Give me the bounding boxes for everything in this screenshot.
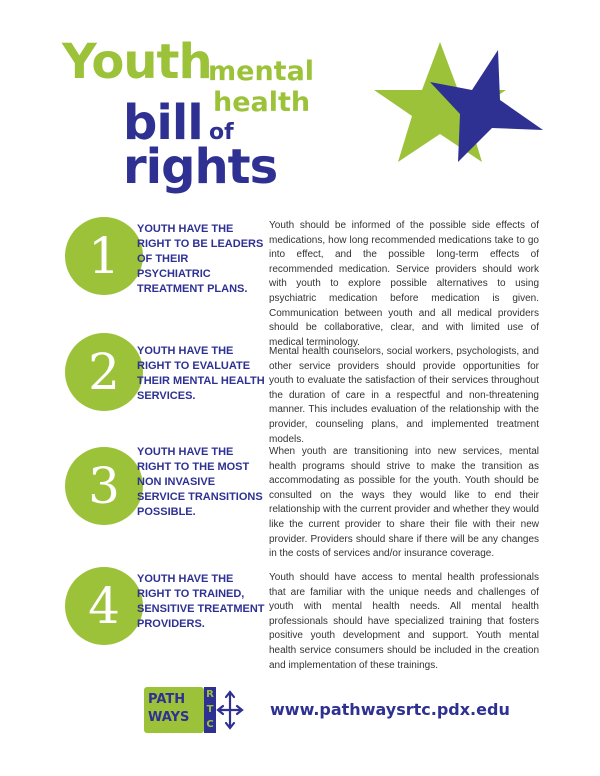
title-bill: bill	[123, 95, 203, 151]
title-of: of	[209, 120, 234, 145]
right-body-1: Youth should be informed of the possible side effects of medications, how long recommended medications take to go into effect, and the possible long-term effects of recommended medication. Service providers should work with youth to explore possible alternatives to using psychiatric medication before medication is given. Communication between youth and all medical providers should be collaborative, clear, and with limited use of medical terminology.	[269, 220, 539, 348]
right-body-3: When youth are transitioning into new services, mental health programs should strive to make the transition as accommodating as possible for the youth. Youth should be consulted on the ways they would like to end their relationship with the current provider and whether they would like the current provider to share their file with their new provider. Providers should share if there will be any changes in the costs of services and/or insurance coverage.	[269, 446, 539, 560]
number-3: 3	[88, 457, 120, 515]
pathways-logo	[144, 687, 204, 733]
logo-path-text: PATH	[148, 692, 186, 707]
number-2: 2	[88, 343, 120, 401]
title-rights: rights	[123, 139, 278, 195]
number-4: 4	[88, 577, 120, 635]
right-heading-2: YOUTH HAVE THE RIGHT TO EVALUATE THEIR MENTAL HEALTH SERVICES.	[137, 345, 265, 402]
number-1: 1	[88, 227, 120, 285]
logo-ways-text: WAYS	[148, 710, 190, 725]
title-youth: Youth	[62, 34, 212, 90]
right-body-2: Mental health counselors, social workers, psychologists, and other service providers should provide opportunities for youth to evaluate the satisfaction of their services throughout the duration of care in a respectful and non-threatening manner. This includes evaluation of the relationship with the provider, counseling plans, and implemented treatment models.	[269, 346, 539, 445]
logo-r: R	[206, 689, 214, 700]
logo-rtc-strip	[204, 687, 216, 733]
logo-t: T	[206, 704, 214, 715]
right-heading-3: YOUTH HAVE THE RIGHT TO THE MOST NON INVASIVE SERVICE TRANSITIONS POSSIBLE.	[137, 446, 263, 518]
website-link[interactable]: www.pathwaysrtc.pdx.edu	[270, 700, 510, 719]
stars-graphic	[368, 20, 548, 170]
logo-c: C	[206, 719, 214, 730]
title-health: health	[213, 87, 311, 118]
title-mental: mental	[208, 56, 315, 87]
right-body-4: Youth should have access to mental health professionals that are familiar with the unique needs and challenges of youth with mental health needs. All mental health professionals should have specialized training that fosters positive youth development and support. Youth mental health service consumers should be included in the creation and implementation of these trainings.	[269, 572, 539, 671]
logo-arrows-icon	[216, 687, 244, 733]
right-heading-4: YOUTH HAVE THE RIGHT TO TRAINED, SENSITIVE TREATMENT PROVIDERS.	[137, 573, 265, 630]
right-heading-1: YOUTH HAVE THE RIGHT TO BE LEADERS OF THEIR PSYCHIATRIC TREATMENT PLANS.	[137, 223, 264, 295]
